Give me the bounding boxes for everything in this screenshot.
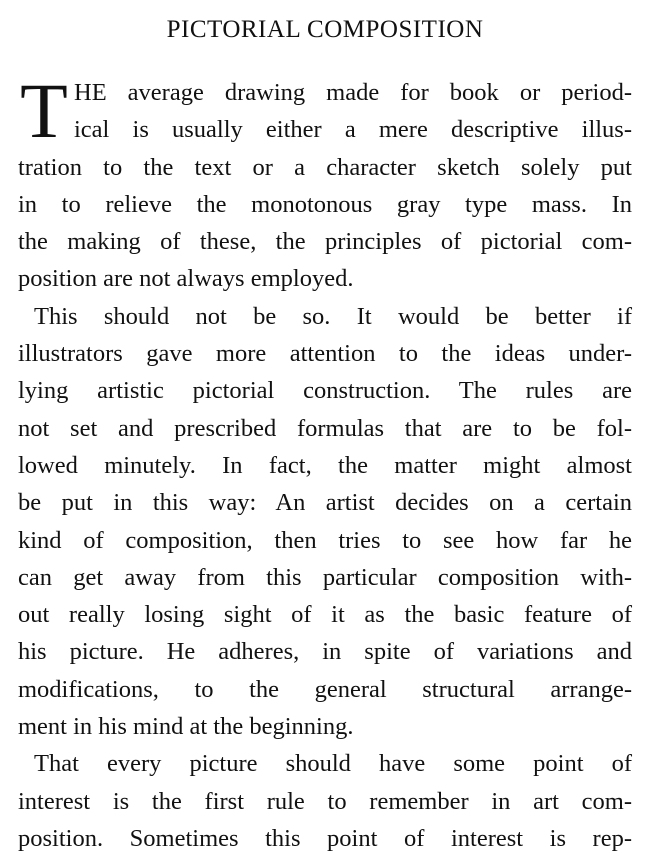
running-head: PICTORIAL COMPOSITION (166, 16, 484, 43)
drop-cap: T (20, 67, 68, 154)
text-line: the making of these, the principles of pictorial com- (18, 228, 632, 256)
text-line: position are not always employed. (18, 265, 354, 293)
text-line: HE average drawing made for book or period- (74, 79, 632, 106)
text-line: interest is the first rule to remember in art com- (18, 787, 632, 815)
text-line: ical is usually either a mere descriptive illus- (74, 116, 632, 144)
text-line: can get away from this particular composition with- (18, 563, 632, 591)
text-line: not set and prescribed formulas that are to be fol- (18, 414, 632, 442)
paragraph-1 (18, 67, 632, 298)
text-line: in to relieve the monotonous gray type mass. In (18, 190, 632, 218)
text-line: be put in this way: An artist decides on a certain (18, 489, 632, 517)
paragraph-3 (18, 745, 632, 857)
text-line: his picture. He adheres, in spite of variations and (18, 638, 632, 666)
text-line: ment in his mind at the beginning. (18, 713, 354, 741)
text-line: tration to the text or a character sketch solely put (18, 153, 632, 181)
text-line: That every picture should have some point of (34, 750, 632, 778)
text-line: lowed minutely. In fact, the matter might almost (18, 451, 632, 479)
text-line: modifications, to the general structural arrange- (18, 675, 632, 703)
text-line: lying artistic pictorial construction. The rules are (18, 377, 632, 405)
text-line: kind of composition, then tries to see how far he (18, 526, 632, 554)
text-line: This should not be so. It would be better if (34, 302, 632, 330)
body-text (18, 67, 632, 857)
text-line: out really losing sight of it as the basic feature of (18, 601, 632, 629)
text-line: position. Sometimes this point of interest is rep- (18, 824, 632, 852)
text-line: illustrators gave more attention to the ideas under- (18, 340, 632, 368)
paragraph-2 (18, 298, 632, 746)
